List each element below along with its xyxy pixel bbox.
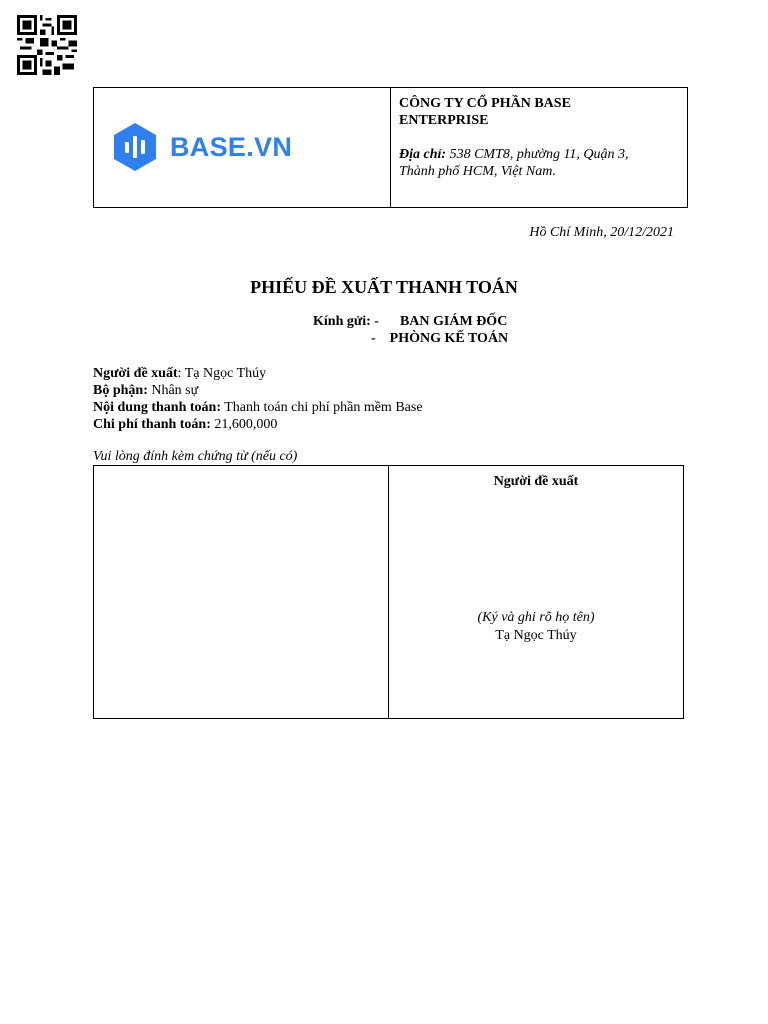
- document-date: Hồ Chí Minh, 20/12/2021: [529, 225, 674, 240]
- company-cell: [391, 88, 687, 207]
- company-logo: [110, 122, 292, 172]
- attachment-area: [94, 466, 389, 718]
- document-title: PHIẾU ĐỀ XUẤT THANH TOÁN: [250, 277, 518, 297]
- logo-cell: [94, 88, 391, 207]
- header-table: [93, 87, 688, 208]
- company-address: Địa chỉ: 538 CMT8, phường 11, Quận 3, Thành phố HCM, Việt Nam.: [399, 147, 629, 179]
- department-row: Bộ phận: Nhân sự: [93, 383, 199, 398]
- company-name: CÔNG TY CỔ PHẦN BASE ENTERPRISE: [399, 96, 571, 128]
- signature-hint: (Ký và ghi rõ họ tên): [477, 610, 595, 625]
- logo-text: BASE.VN: [170, 131, 293, 162]
- content-row: Nội dung thanh toán: Thanh toán chi phí phần mềm Base: [93, 400, 423, 415]
- attachment-note: Vui lòng đính kèm chứng từ (nếu có): [93, 449, 298, 464]
- recipient-line-2: - PHÒNG KẾ TOÁN: [371, 331, 509, 346]
- proposer-row: Người đề xuất: Tạ Ngọc Thúy: [93, 366, 267, 381]
- signature-area: [389, 466, 683, 718]
- qr-code-icon: [15, 15, 79, 75]
- recipient-line-1: Kính gửi: - BAN GIÁM ĐỐC: [313, 314, 508, 329]
- attachment-table: [93, 465, 684, 719]
- address-label: Địa chỉ:: [399, 147, 447, 162]
- request-info: [93, 365, 423, 433]
- cost-row: Chi phí thanh toán: 21,600,000: [93, 417, 278, 432]
- signature-title: Người đề xuất: [493, 474, 579, 489]
- base-hexagon-icon: [110, 122, 160, 172]
- signer-name: Tạ Ngọc Thúy: [495, 628, 577, 643]
